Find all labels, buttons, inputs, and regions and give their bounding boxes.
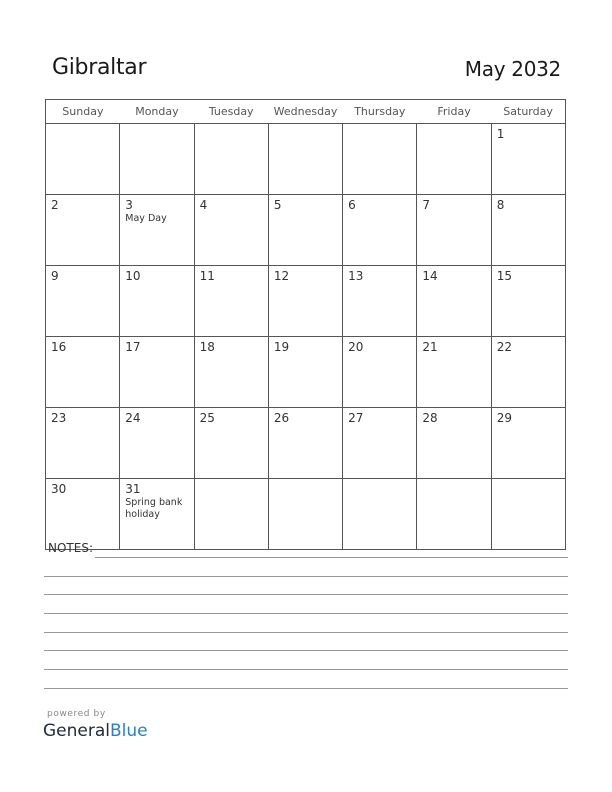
day-number: 23 <box>51 411 67 425</box>
day-number: 20 <box>348 340 364 354</box>
calendar-day-cell[interactable] <box>194 266 268 337</box>
calendar-day-cell[interactable] <box>417 337 491 408</box>
day-number: 9 <box>51 269 59 283</box>
day-number: 3 <box>125 198 133 212</box>
day-number: 2 <box>51 198 59 212</box>
day-number: 14 <box>422 269 438 283</box>
calendar-day-cell[interactable] <box>268 124 342 195</box>
calendar-day-cell[interactable] <box>194 337 268 408</box>
calendar-day-cell[interactable] <box>268 337 342 408</box>
calendar-day-cell[interactable] <box>417 479 491 550</box>
calendar-day-cell[interactable] <box>268 479 342 550</box>
calendar-day-cell[interactable] <box>194 479 268 550</box>
day-number: 25 <box>199 411 215 425</box>
calendar-day-cell[interactable] <box>268 195 342 266</box>
day-number: 11 <box>199 269 215 283</box>
month-year-title: May 2032 <box>464 57 561 81</box>
country-title: Gibraltar <box>52 55 147 80</box>
day-number: 31 <box>125 482 141 496</box>
notes-line <box>44 613 568 614</box>
brand-logo[interactable] <box>43 721 148 741</box>
calendar-day-cell[interactable] <box>343 408 417 479</box>
day-number: 26 <box>273 411 290 425</box>
calendar-day-cell[interactable] <box>120 337 194 408</box>
day-number: 17 <box>125 340 141 354</box>
calendar-day-cell[interactable] <box>491 479 565 550</box>
day-number: 24 <box>125 411 141 425</box>
calendar-day-cell[interactable] <box>268 266 342 337</box>
calendar-day-cell[interactable] <box>491 266 565 337</box>
calendar-day-cell[interactable] <box>491 124 565 195</box>
day-number: 8 <box>496 198 505 212</box>
day-number: 5 <box>273 198 282 212</box>
calendar-week-row <box>46 266 566 337</box>
calendar-day-cell[interactable] <box>194 408 268 479</box>
calendar-day-cell[interactable] <box>343 195 417 266</box>
day-number: 22 <box>496 340 512 354</box>
calendar-day-cell[interactable] <box>46 408 120 479</box>
notes-line <box>44 594 568 595</box>
notes-line <box>44 650 568 651</box>
day-number: 13 <box>348 269 364 283</box>
calendar-day-cell[interactable] <box>46 124 120 195</box>
calendar-day-cell[interactable] <box>120 266 194 337</box>
day-number: 27 <box>348 411 364 425</box>
day-number: 30 <box>51 482 67 496</box>
notes-label: NOTES: <box>48 541 93 555</box>
weekday-tuesday: Tuesday <box>194 100 268 124</box>
calendar-day-cell[interactable] <box>343 479 417 550</box>
calendar-day-cell[interactable] <box>120 408 194 479</box>
holiday-label: May Day <box>125 213 167 224</box>
calendar-grid <box>45 99 566 550</box>
brand-blue: Blue <box>110 721 148 741</box>
day-number: 1 <box>496 127 505 141</box>
weekday-wednesday: Wednesday <box>268 100 342 124</box>
calendar-day-cell[interactable] <box>417 266 491 337</box>
calendar-day-cell[interactable] <box>120 479 194 550</box>
calendar-day-cell[interactable] <box>491 337 565 408</box>
notes-line <box>95 557 568 558</box>
calendar-day-cell[interactable] <box>343 266 417 337</box>
day-number: 16 <box>51 340 67 354</box>
notes-line <box>44 632 568 633</box>
calendar-day-cell[interactable] <box>46 337 120 408</box>
day-number: 15 <box>496 269 512 283</box>
notes-line <box>44 576 568 577</box>
day-number: 28 <box>422 411 438 425</box>
calendar-day-cell[interactable] <box>268 408 342 479</box>
calendar-day-cell[interactable] <box>46 195 120 266</box>
calendar-day-cell[interactable] <box>120 124 194 195</box>
calendar-week-row <box>46 479 566 550</box>
day-number: 7 <box>422 198 431 212</box>
calendar-day-cell[interactable] <box>417 408 491 479</box>
notes-line <box>44 688 568 689</box>
holiday-label: Spring bank holiday <box>125 497 183 520</box>
day-number: 21 <box>422 340 438 354</box>
calendar-day-cell[interactable] <box>417 124 491 195</box>
calendar-week-row <box>46 124 566 195</box>
calendar-day-cell[interactable] <box>194 124 268 195</box>
calendar-week-row <box>46 195 566 266</box>
calendar-day-cell[interactable] <box>46 266 120 337</box>
day-number: 12 <box>273 269 290 283</box>
calendar-day-cell[interactable] <box>491 408 565 479</box>
calendar-day-cell[interactable] <box>343 124 417 195</box>
day-number: 18 <box>199 340 215 354</box>
day-number: 6 <box>348 198 356 212</box>
day-number: 29 <box>496 411 512 425</box>
brand-general: General <box>43 721 110 741</box>
weekday-thursday: Thursday <box>343 100 417 124</box>
day-number: 4 <box>199 198 208 212</box>
weekday-header-row <box>46 100 566 124</box>
calendar-week-row <box>46 408 566 479</box>
calendar-day-cell[interactable] <box>491 195 565 266</box>
calendar-day-cell[interactable] <box>46 479 120 550</box>
calendar-day-cell[interactable] <box>194 195 268 266</box>
weekday-monday: Monday <box>120 100 194 124</box>
weekday-sunday: Sunday <box>46 100 120 124</box>
weekday-saturday: Saturday <box>491 100 565 124</box>
calendar-day-cell[interactable] <box>417 195 491 266</box>
powered-by-text: powered by <box>47 709 106 719</box>
weekday-friday: Friday <box>417 100 491 124</box>
calendar-day-cell[interactable] <box>343 337 417 408</box>
notes-line <box>44 669 568 670</box>
calendar-week-row <box>46 337 566 408</box>
calendar-day-cell[interactable] <box>120 195 194 266</box>
day-number: 19 <box>273 340 290 354</box>
day-number: 10 <box>125 269 141 283</box>
